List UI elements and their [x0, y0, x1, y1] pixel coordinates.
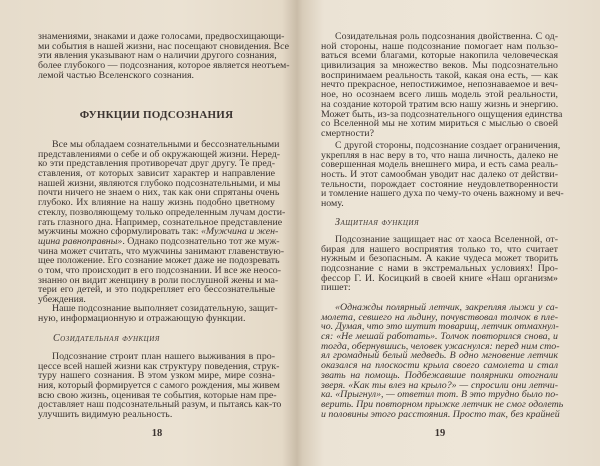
- text-line: зверя. «Как ты влез на крыло?» — спросили они летчи-: [321, 379, 558, 391]
- text-line: подсознание с нами в экстремальных условиях! Про-: [321, 263, 558, 275]
- text-line: ному.: [321, 198, 344, 210]
- right-page: [300, 0, 600, 466]
- text-line: щина равноправны». Однако подсознательно тот же муж-: [38, 235, 280, 247]
- text-line: чо. Думая, что это шутит товарищ, летчик отмахнул-: [321, 321, 559, 333]
- text-line: убеждения.: [38, 294, 86, 305]
- paragraph: [321, 31, 563, 139]
- text-line: цивилизация за множество веков. Мы подсознательно: [321, 60, 558, 72]
- text-line: ся: «Не мешай работать». Толчок повторился снова, и: [321, 331, 558, 343]
- text-line: ка. «Прыгнул», — ответил тот. В это трудно было по-: [321, 389, 559, 401]
- text-line: совершенная модель внешнего мира, и есть сама реаль-: [321, 159, 558, 171]
- text-line: со Вселенной мы не хотим мириться с мыслью о своей: [321, 118, 558, 130]
- text-line: ния, который формируется с самого рождения, мы живем: [38, 380, 280, 392]
- text-line: глубоко. Их влияние на нашу жизнь подобно цветному: [38, 197, 275, 209]
- quotation: [321, 302, 564, 420]
- text-line: тогда, обернувшись, человек ужаснулся: перед ним сто-: [321, 340, 560, 352]
- text-line: и половины этого расстояния. Просто так, без крайней: [321, 408, 560, 420]
- text-line: бирая для нашего восприятия только то, что считает: [321, 243, 558, 255]
- text-line: укрепляя в нас веру в то, что наша личность, далеко не: [321, 149, 558, 161]
- text-line: почти ничего не знаем о них, так как они спрятаны очень: [38, 187, 280, 199]
- text-line: пишет:: [321, 282, 351, 294]
- text-line: Подсознание строит план нашего выживания в про-: [52, 351, 275, 362]
- text-line: верить. При повторном прыжке летчик не смог одолеть: [321, 398, 564, 410]
- text-line: фессор Г. И. Косицкий в своей книге «Наш организм»: [321, 272, 558, 284]
- text-line: звать на помощь. Подбежавшие полярники отогнали: [321, 369, 558, 381]
- text-line: Созидательная роль подсознания двойственна. С од-: [335, 31, 558, 42]
- text-line: представлениями о себе и об окружающей жизни. Неред-: [38, 148, 281, 160]
- text-line: смертности?: [321, 127, 374, 139]
- text-line: на создание которой тратим всю нашу жизнь и энергию.: [321, 98, 559, 110]
- text-line: оказался на плоскости крыла своего самолета и стал: [321, 360, 558, 372]
- text-line: ял громадный белый медведь. В одно мгновение летчик: [321, 350, 558, 362]
- text-line: цессе всей нашей жизни как структуру поведения, струк-: [38, 360, 280, 372]
- text-line: Может быть, из-за подсознательного ощущения единства: [321, 108, 563, 120]
- text-line: тельности, порождает состояние неудовлетворенности: [321, 178, 558, 190]
- text-line: ную, информационную и отражающую функции.: [38, 312, 246, 324]
- text-line: Наше подсознание выполняет созидательную, защит-: [52, 303, 278, 314]
- text-line: нечто прекрасное, непостижимое, непознаваемое и веч-: [321, 79, 558, 91]
- text-line: туру нашего сознания. В этом узком мире, мире созна-: [38, 370, 275, 382]
- text-line: нужным и безопасным. А какие чудеса может творить: [321, 253, 558, 265]
- text-line: гать глазного дна. Например, сознательное представление: [38, 216, 283, 228]
- text-line: ность. И этот самообман уводит нас далеко от действи-: [321, 169, 558, 181]
- text-line: более глубокого — подсознания, которое является неотъем-: [38, 60, 290, 72]
- paragraph: [38, 139, 286, 305]
- text-line: ко эти представления противоречат друг другу. Те пред-: [38, 158, 275, 170]
- text-line: доставляет наш подсознательный разум, и пытаясь как-то: [38, 399, 282, 411]
- section-heading: ФУНКЦИИ ПОДСОЗНАНИЯ: [79, 109, 234, 121]
- text-line: всю свою жизнь, оценивая те события, которые нам пре-: [38, 389, 277, 401]
- subsection-heading: Созидательная функция: [53, 333, 160, 344]
- text-line: и томление нашего духа по чему-то очень важному и веч-: [321, 188, 564, 200]
- text-line: щее положение. Его сознание может даже не подозревать: [38, 255, 280, 267]
- text-line: знанно он видит женщину в роли послушной жены и ма-: [38, 274, 279, 286]
- paragraph: [38, 31, 290, 81]
- paragraph: [321, 140, 564, 210]
- text-line: ной стороны, наше подсознание помогает нам пользо-: [321, 40, 558, 52]
- text-line: воспринимаем реальность такой, какая она есть, — как: [321, 69, 558, 81]
- text-line: молета, севшего на льдину, почувствовал толчок в пле-: [321, 311, 558, 323]
- text-line: чина может считать, что мужчины занимают главенствую-: [38, 245, 284, 257]
- text-line: Все мы обладаем сознательными и бессознательными: [52, 139, 280, 150]
- text-line: лемой частью Вселенского сознания.: [38, 69, 195, 81]
- text-line: ставления, от которых зависит характер и направление: [38, 168, 275, 180]
- text-line: ное, но осознаем всего лишь модель этой реальности,: [321, 89, 558, 101]
- text-line: знамениями, знаками и даже голосами, предвосхищающи-: [38, 31, 285, 42]
- text-line: тери его детей, и это подкрепляет его бессознательные: [38, 284, 275, 296]
- text-line: ми события в нашей жизни, нас посещают сновидения. Все: [38, 40, 290, 52]
- text-line: «Однажды полярный летчик, закрепляя лыжи у са-: [335, 302, 558, 313]
- paragraph: [38, 351, 282, 421]
- page-number: 18: [151, 428, 163, 439]
- text-line: стеклу, позволяющему только определенным лучам дости-: [38, 206, 286, 218]
- paragraph: [38, 303, 278, 324]
- text-line: о том, что происходит в его подсознании. И все же неосо-: [38, 264, 282, 276]
- text-line: эти явления указывают нам о наличии другого сознания,: [38, 50, 277, 62]
- italic-text: щина равноправны»: [38, 235, 123, 247]
- italic-text: «Мужчина и жен-: [200, 226, 279, 238]
- text-line: Подсознание защищает нас от хаоса Вселенной, от-: [335, 234, 558, 245]
- text-line: улучшить видимую реальность.: [38, 409, 173, 421]
- text-line: ваться всеми благами, которые накопила человеческая: [321, 50, 558, 62]
- subsection-heading: Защитная функция: [335, 217, 420, 228]
- text-line: мужчины можно сформулировать так: «Мужчина и жен-: [38, 226, 279, 238]
- text-line: С другой стороны, подсознание создает ограничения,: [335, 140, 561, 151]
- text-line: нашей жизни, являются глубоко подсознательными, и мы: [38, 177, 281, 189]
- paragraph: [321, 235, 558, 293]
- page-number: 19: [434, 428, 446, 439]
